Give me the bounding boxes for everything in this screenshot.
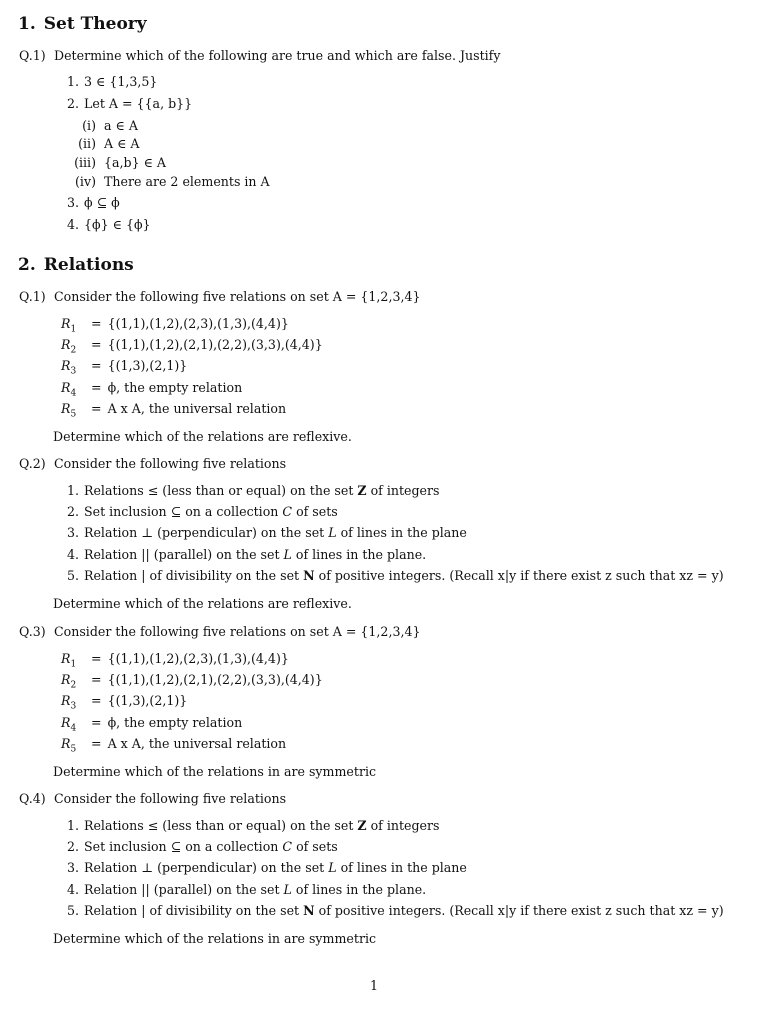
item-number: 4. bbox=[66, 547, 79, 562]
list-item: 2. Set inclusion ⊆ on a collection C of sets bbox=[61, 506, 338, 519]
sub-item-number: (i) bbox=[82, 118, 96, 133]
relation-definition: ϕ, the empty relation bbox=[107, 380, 243, 395]
question-label: Q.1) bbox=[19, 48, 46, 63]
section-title: Set Theory bbox=[43, 14, 147, 34]
relation-name: $R_3$ bbox=[61, 693, 77, 712]
relation-definition: {(1,1),(1,2),(2,3),(1,3),(4,4)} bbox=[107, 651, 289, 666]
list-item bbox=[61, 219, 151, 232]
relation-definition: {(1,1),(1,2),(2,1),(2,2),(3,3),(4,4)} bbox=[107, 672, 323, 687]
item-number: 4. bbox=[66, 882, 79, 897]
list-item: 4. Relation || (parallel) on the set L of lines in the plane. bbox=[61, 549, 426, 562]
question-s2-q3 bbox=[19, 626, 421, 639]
question-footer: Determine which of the relations in are symmetric bbox=[53, 931, 377, 946]
sub-item-number: (iii) bbox=[74, 155, 96, 170]
item-text: Let A = {{a, b}} bbox=[84, 96, 193, 111]
relation-row bbox=[61, 653, 289, 670]
item-number: 2. bbox=[66, 839, 79, 854]
question-s2-q1 bbox=[19, 291, 421, 304]
equals-sign: = bbox=[91, 651, 102, 666]
item-number: 5. bbox=[66, 903, 79, 918]
relation-row bbox=[61, 738, 286, 755]
list-item bbox=[61, 76, 157, 89]
relation-row bbox=[61, 360, 187, 377]
question-footer: Determine which of the relations in are symmetric bbox=[53, 764, 377, 779]
item-number: 3. bbox=[66, 860, 79, 875]
sub-item-number: (iv) bbox=[75, 174, 96, 189]
question-text: Consider the following five relations on set A = {1,2,3,4} bbox=[54, 624, 421, 639]
item-number: 3. bbox=[66, 195, 79, 210]
sub-item-text: a ∈ A bbox=[104, 118, 138, 133]
equals-sign: = bbox=[91, 401, 102, 416]
question-footer: Determine which of the relations are reflexive. bbox=[53, 429, 352, 444]
item-number: 3. bbox=[66, 525, 79, 540]
relation-name: $R_4$ bbox=[61, 380, 77, 399]
relation-definition: A x A, the universal relation bbox=[107, 736, 287, 751]
relation-row bbox=[61, 695, 187, 712]
relation-name: $R_5$ bbox=[61, 736, 77, 755]
relation-definition: A x A, the universal relation bbox=[107, 401, 287, 416]
question-label: Q.4) bbox=[19, 791, 46, 806]
page-number: 1 bbox=[369, 978, 378, 993]
relation-row bbox=[61, 339, 323, 356]
item-number: 1. bbox=[66, 483, 79, 498]
section-number: 2. bbox=[18, 255, 36, 275]
item-text: ϕ ⊆ ϕ bbox=[84, 195, 120, 210]
list-item bbox=[61, 197, 120, 210]
question-s2-q4 bbox=[19, 793, 286, 806]
item-number: 4. bbox=[66, 217, 79, 232]
relation-definition: {(1,3),(2,1)} bbox=[107, 693, 188, 708]
relation-name: $R_5$ bbox=[61, 401, 77, 420]
question-label: Q.1) bbox=[19, 289, 46, 304]
list-item: 3. Relation ⊥ (perpendicular) on the set L of lines in the plane bbox=[61, 862, 467, 875]
list-item: 5. Relation | of divisibility on the set N of positive integers. (Recall x|y if there exist z such that xz = y) bbox=[61, 905, 724, 918]
relation-name: $R_1$ bbox=[61, 316, 77, 335]
sub-list-item bbox=[68, 120, 138, 133]
equals-sign: = bbox=[91, 380, 102, 395]
equals-sign: = bbox=[91, 693, 102, 708]
sub-list-item bbox=[68, 157, 166, 170]
relation-name: $R_4$ bbox=[61, 715, 77, 734]
relation-row bbox=[61, 717, 242, 734]
relation-definition: {(1,3),(2,1)} bbox=[107, 358, 188, 373]
relation-row bbox=[61, 382, 242, 399]
section-heading-set-theory bbox=[18, 16, 147, 33]
item-text: {ϕ} ∈ {ϕ} bbox=[84, 217, 151, 232]
section-heading-relations bbox=[18, 257, 134, 274]
equals-sign: = bbox=[91, 358, 102, 373]
sub-item-text: A ∈ A bbox=[104, 136, 140, 151]
list-item: 1. Relations ≤ (less than or equal) on the set Z of integers bbox=[61, 485, 440, 498]
sub-item-text: {a,b} ∈ A bbox=[104, 155, 167, 170]
sub-list-item bbox=[68, 176, 270, 189]
relation-row bbox=[61, 318, 289, 335]
question-label: Q.2) bbox=[19, 456, 46, 471]
relation-name: $R_2$ bbox=[61, 672, 77, 691]
equals-sign: = bbox=[91, 316, 102, 331]
list-item bbox=[61, 98, 192, 111]
section-number: 1. bbox=[18, 14, 36, 34]
relation-definition: ϕ, the empty relation bbox=[107, 715, 243, 730]
relation-name: $R_3$ bbox=[61, 358, 77, 377]
list-item: 3. Relation ⊥ (perpendicular) on the set L of lines in the plane bbox=[61, 527, 467, 540]
question-text: Consider the following five relations on set A = {1,2,3,4} bbox=[54, 289, 421, 304]
relation-definition: {(1,1),(1,2),(2,3),(1,3),(4,4)} bbox=[107, 316, 289, 331]
relation-definition: {(1,1),(1,2),(2,1),(2,2),(3,3),(4,4)} bbox=[107, 337, 323, 352]
relation-row bbox=[61, 674, 323, 691]
question-label: Q.3) bbox=[19, 624, 46, 639]
question-text: Consider the following five relations bbox=[54, 791, 287, 806]
equals-sign: = bbox=[91, 337, 102, 352]
item-number: 2. bbox=[66, 504, 79, 519]
list-item: 5. Relation | of divisibility on the set N of positive integers. (Recall x|y if there exist z such that xz = y) bbox=[61, 570, 724, 583]
sub-list-item bbox=[68, 138, 140, 151]
equals-sign: = bbox=[91, 736, 102, 751]
sub-item-number: (ii) bbox=[78, 136, 96, 151]
relation-row bbox=[61, 403, 286, 420]
question-s1-q1 bbox=[19, 50, 500, 63]
list-item: 2. Set inclusion ⊆ on a collection C of sets bbox=[61, 841, 338, 854]
item-number: 1. bbox=[66, 818, 79, 833]
equals-sign: = bbox=[91, 715, 102, 730]
question-text: Consider the following five relations bbox=[54, 456, 287, 471]
section-title: Relations bbox=[43, 255, 134, 275]
item-number: 2. bbox=[66, 96, 79, 111]
item-number: 5. bbox=[66, 568, 79, 583]
equals-sign: = bbox=[91, 672, 102, 687]
list-item: 1. Relations ≤ (less than or equal) on the set Z of integers bbox=[61, 820, 440, 833]
question-footer: Determine which of the relations are reflexive. bbox=[53, 596, 352, 611]
item-number: 1. bbox=[66, 74, 79, 89]
relation-name: $R_1$ bbox=[61, 651, 77, 670]
sub-item-text: There are 2 elements in A bbox=[104, 174, 270, 189]
item-text: 3 ∈ {1,3,5} bbox=[84, 74, 158, 89]
relation-name: $R_2$ bbox=[61, 337, 77, 356]
list-item: 4. Relation || (parallel) on the set L of lines in the plane. bbox=[61, 884, 426, 897]
question-text: Determine which of the following are true and which are false. Justify bbox=[54, 48, 501, 63]
question-s2-q2 bbox=[19, 458, 286, 471]
